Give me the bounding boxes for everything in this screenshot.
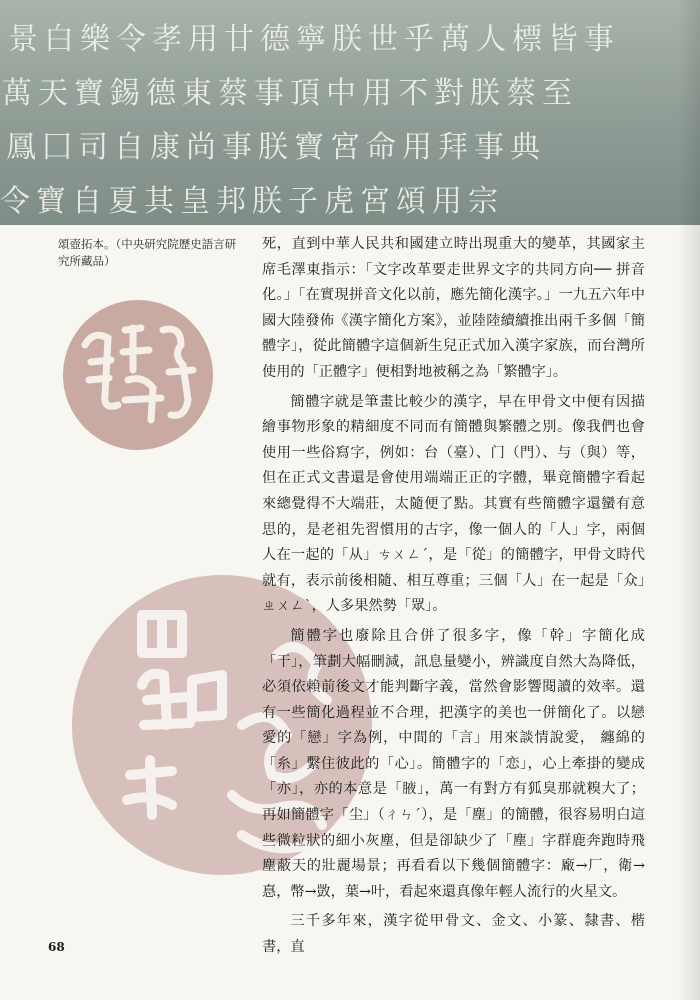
rubbing-banner-image [0, 0, 700, 225]
seal-bird-glyphs [63, 300, 213, 450]
paragraph-2: 簡體字就是筆畫比較少的漢字，早在甲骨文中便有因描繪事物形象的精細度不同而有簡體與繁體之別。像我們也會使用一些俗寫字，例如：台（臺）、门（門）、与（與）等，但在正式文書還是會使用端端正正的字體，畢竟簡體字看起來總覺得不大端莊，太隨便了點。其實有些簡體字還蠻有意思的，是老祖先習慣用的古字，像一個人的「人」字，兩個人在一起的「从」ㄘㄨㄥˊ，是「從」的簡體字，甲骨文時代就有，表示前後相隨、相互尊重；三個「人」在一起是「众」ㄓㄨㄥˋ，人多果然勢「眾」。 [262, 393, 645, 615]
article-body [262, 232, 645, 965]
page-number: 68 [48, 940, 65, 954]
paragraph-4: 三千多年來，漢字從甲骨文、金文、小篆、隸書、楷書，直 [262, 913, 645, 956]
rubbing-row-1: 景白樂令孝用廿德寧朕世乎萬人標皆事 [8, 22, 620, 57]
page-fold-shadow [678, 0, 700, 1000]
image-caption: 頌壺拓本。（中央研究院歷史語言研究所藏品） [58, 237, 237, 268]
rubbing-row-3: 鳳囗司自康尚事朕寶宮命用拜事典 [6, 130, 546, 165]
rubbing-row-4: 令寶自夏其皇邦朕子虎宮頌用宗 [0, 184, 504, 219]
paragraph-1: 死，直到中華人民共和國建立時出現重大的變革，其國家主席毛澤東指示：「文字改革要走世界文字的共同方向── 拼音化。」「在實現拼音文化以前，應先簡化漢字。」一九五六年中國大陸發佈《漢字簡化方案》，並陸陸續續推出兩千多個「簡體字」，從此簡體字這個新生兒正式加入漢字家族，而台灣所使用的「正體字」便相對地被稱之為「繁體字」。 [262, 236, 645, 380]
seal-stamp-bird [63, 300, 213, 450]
paragraph-3: 簡體字也廢除且合併了很多字，像「幹」字簡化成「干」，筆劃大幅刪減，訊息量變小，辨識度自然大為降低，必須依賴前後文才能判斷字義，當然會影響閱讀的效率。還有一些簡化過程並不合理，把漢字的美也一併簡化了。以戀愛的「戀」字為例，中間的「言」用來談情說愛， 纏綿的「糸」繫住彼此的「心」。簡體字的「恋」，心上牽掛的變成「亦」，亦的本意是「腋」，萬一有對方有狐臭那就糗大了；再如簡體字「尘」（ㄔㄣˊ），是「塵」的簡體，很容易明白這些微粒狀的細小灰塵，但是卻缺少了「塵」字群鹿奔跑時飛塵蔽天的壯麗場景；再看看以下幾個簡體字：廠→厂，衛→惪，幣→敳，葉→叶，看起來還真像年輕人流行的火星文。 [262, 627, 645, 900]
rubbing-row-2: 萬天寶錫德東蔡事頂中用不對朕蔡至 [2, 76, 578, 111]
